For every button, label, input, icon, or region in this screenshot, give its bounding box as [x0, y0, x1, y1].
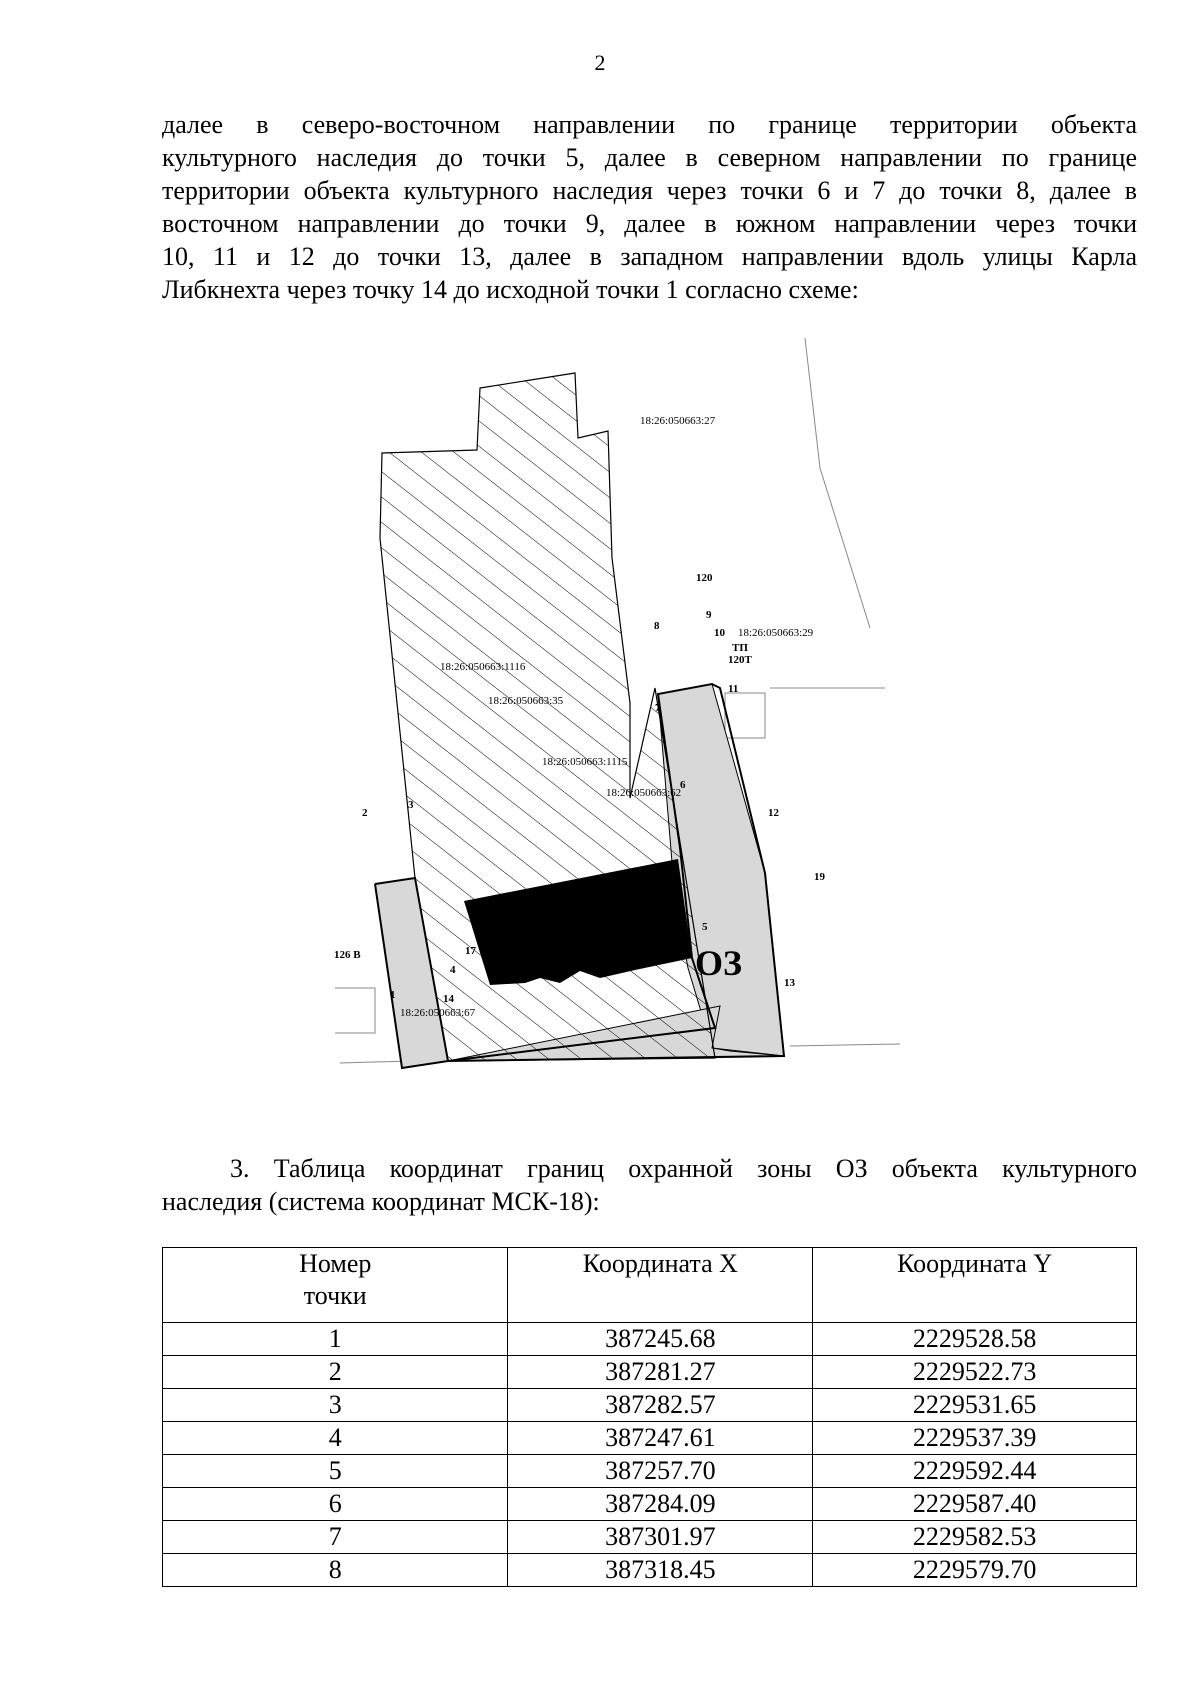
table-cell: 2229592.44 — [813, 1455, 1137, 1488]
table-row — [163, 1521, 1137, 1554]
table-cell: 387284.09 — [508, 1488, 813, 1521]
parcel-label: 18:26:050663:29 — [738, 627, 814, 639]
column-header: Номер точки — [163, 1248, 508, 1323]
point-label: 14 — [443, 993, 454, 1005]
heading-line: 3. Таблица координат границ охранной зоны ОЗ объекта культурного — [230, 1154, 1137, 1183]
heading-line: наследия (система координат МСК-18): — [162, 1187, 600, 1216]
parcel-label: 18:26:050663:35 — [488, 695, 564, 707]
point-label: 1 — [390, 989, 396, 1001]
table-cell: 2229582.53 — [813, 1521, 1137, 1554]
parcel-label: 18:26:050663:1116 — [440, 661, 526, 673]
table-row — [163, 1356, 1137, 1389]
point-label: 11 — [728, 683, 739, 695]
parcel-label: 18:26:050663:62 — [606, 787, 682, 799]
point-label: 13 — [784, 977, 795, 989]
building-label: ТП — [732, 642, 748, 654]
table-cell: 2 — [163, 1356, 508, 1389]
paragraph-line: 10, 11 и 12 до точки 13, далее в западном направлении вдоль улицы Карла — [162, 242, 1137, 271]
point-label: 6 — [680, 779, 686, 791]
paragraph-line: культурного наследия до точки 5, далее в северном направлении по границе — [162, 143, 1137, 172]
table-cell: 2229531.65 — [813, 1389, 1137, 1422]
page-number: 2 — [594, 50, 606, 75]
table-cell: 5 — [163, 1455, 508, 1488]
building-label: 126 В — [334, 949, 361, 961]
table-cell: 2229579.70 — [813, 1554, 1137, 1587]
table-row — [163, 1422, 1137, 1455]
paragraph-line: далее в северо-восточном направлении по границе территории объекта — [162, 110, 1137, 139]
point-label: 4 — [450, 964, 456, 976]
table-row — [163, 1455, 1137, 1488]
table-cell: 7 — [163, 1521, 508, 1554]
table-cell: 387281.27 — [508, 1356, 813, 1389]
table-cell: 3 — [163, 1389, 508, 1422]
point-label: 9 — [706, 609, 712, 621]
table-cell: 1 — [163, 1323, 508, 1356]
table-cell: 387247.61 — [508, 1422, 813, 1455]
table-header-row — [163, 1248, 1137, 1323]
table-cell: 387257.70 — [508, 1455, 813, 1488]
table-cell: 387318.45 — [508, 1554, 813, 1587]
table-cell: 6 — [163, 1488, 508, 1521]
parcel-label: 18:26:050663:67 — [400, 1007, 476, 1019]
boundary-scheme-diagram — [334, 338, 900, 1118]
building-label: 120Т — [728, 654, 752, 666]
point-label: 3 — [408, 799, 414, 811]
table-cell: 2229537.39 — [813, 1422, 1137, 1455]
paragraph-line: восточном направлении до точки 9, далее в южном направлении через точки — [162, 209, 1137, 238]
section-heading — [162, 1152, 1137, 1218]
column-header: Координата X — [508, 1248, 813, 1323]
point-label: 8 — [654, 620, 660, 632]
description-paragraph — [162, 108, 1137, 306]
point-label: 7 — [655, 702, 661, 714]
building-label: 19 — [814, 871, 825, 883]
table-cell: 2229528.58 — [813, 1323, 1137, 1356]
table-cell: 387282.57 — [508, 1389, 813, 1422]
paragraph-line: территории объекта культурного наследия через точки 6 и 7 до точки 8, далее в — [162, 176, 1137, 205]
parcel-label: 18:26:050663:27 — [640, 415, 716, 427]
paragraph-line: Либкнехта через точку 14 до исходной точки 1 согласно схеме: — [162, 275, 859, 304]
building-label: 120 — [696, 572, 713, 584]
parcel-label: 18:26:050663:1115 — [542, 756, 628, 768]
table-cell: 8 — [163, 1554, 508, 1587]
table-cell: 387301.97 — [508, 1521, 813, 1554]
coordinates-table — [162, 1247, 1137, 1587]
point-label: 12 — [768, 807, 779, 819]
table-cell: 4 — [163, 1422, 508, 1455]
table-row — [163, 1389, 1137, 1422]
table-cell: 2229587.40 — [813, 1488, 1137, 1521]
point-label: 2 — [362, 807, 368, 819]
table-cell: 2229522.73 — [813, 1356, 1137, 1389]
building-label: 17 — [465, 945, 476, 957]
table-row — [163, 1488, 1137, 1521]
point-label: 5 — [702, 921, 708, 933]
table-row — [163, 1554, 1137, 1587]
table-row — [163, 1323, 1137, 1356]
table-cell: 387245.68 — [508, 1323, 813, 1356]
zone-label: ОЗ — [695, 943, 743, 983]
point-label: 10 — [714, 627, 725, 639]
column-header: Координата Y — [813, 1248, 1137, 1323]
